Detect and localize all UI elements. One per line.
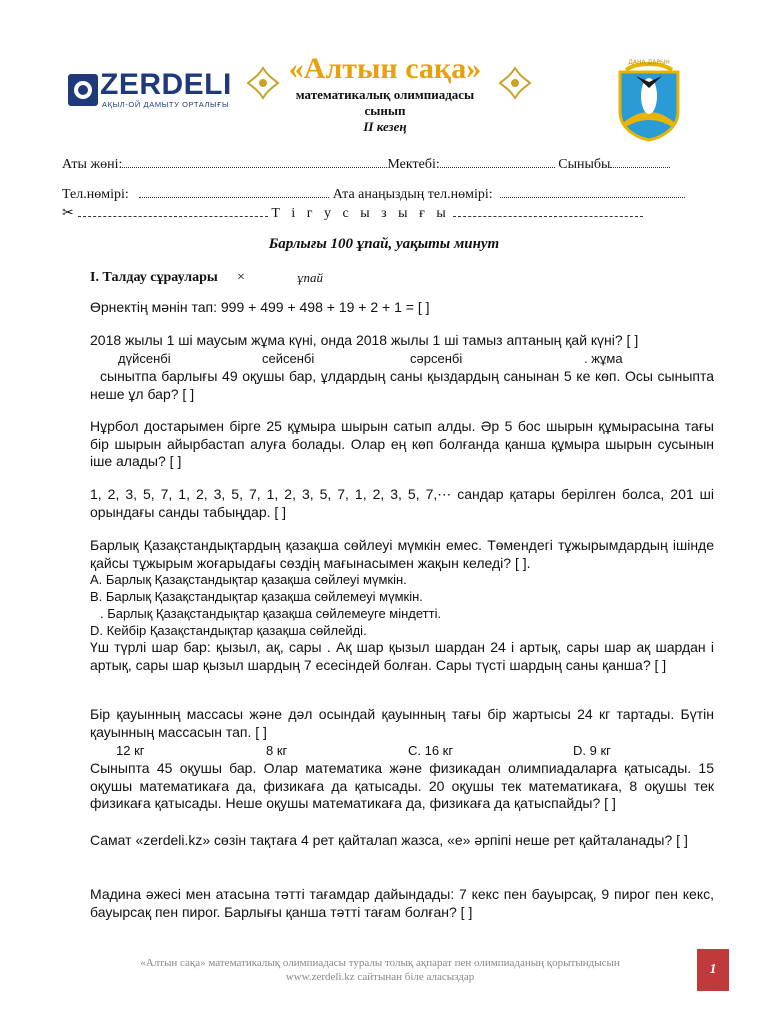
option-wednesday: сәрсенбі <box>410 351 463 366</box>
question-7: Үш түрлі шар бар: қызыл, ақ, сары . Ақ шар қызыл шардан 24 і артық, сары шар ақ шардан і артық, сары шар қызыл шардың 7 есесіндей болған. Сары түсті шардың саны қанша? [ ] <box>90 639 714 673</box>
question-10: Самат «zerdeli.kz» сөзін тақтаға 4 рет қайталап жазса, «е» әрпіпі неше рет қайталанады? [ ] <box>90 832 688 848</box>
section-title: I. Талдау сұраулары <box>90 270 218 285</box>
cut-text: Т і г у с ы з ы ғ ы <box>271 206 450 221</box>
parent-phone-field[interactable] <box>500 185 685 198</box>
q6-option-b: B. Барлық Қазақстандықтар қазақша сөйлемеуі мүмкін. <box>90 589 423 604</box>
grade-label: сынып <box>364 103 406 118</box>
name-field[interactable] <box>122 155 387 168</box>
exam-heading: Барлығы 100 ұпай, уақыты минут <box>268 236 500 252</box>
olympiad-subtitle: математикалық олимпиадасы <box>295 87 475 102</box>
phone-field[interactable] <box>139 185 329 198</box>
q8-option-b: 8 кг <box>266 743 288 758</box>
school-field[interactable] <box>440 155 555 168</box>
dana-daryn-emblem-icon <box>614 52 684 142</box>
zerdeli-mark-icon <box>66 70 100 110</box>
question-2: 2018 жылы 1 ші маусым жұма күні, онда 2018 жылы 1 ші тамыз аптаның қай күні? [ ] <box>90 332 639 348</box>
question-3: сынытпа барлығы 49 оқушы бар, ұлдардың саны қыздардың санынан 5 ке көп. Осы сыныпта неше ұл бар? [ ] <box>90 368 714 402</box>
question-4: Нұрбол достарымен бірге 25 құмыра шырын сатып алды. Әр 5 бос шырын құмырасына тағы бір шырын айырбастап алуға болады. Олар ең көп болғанда қанша құмыра шырын сусынын іше алады? [ ] <box>90 418 714 469</box>
footer <box>70 956 690 984</box>
q8-option-d: D. 9 кг <box>573 743 611 758</box>
logo-subtitle: АҚЫЛ-ОЙ ДАМЫТУ ОРТАЛЫҒЫ <box>102 100 230 109</box>
parent-phone-label: Ата анаңыздың тел.нөмірі: <box>332 187 493 202</box>
question-9: Сыныпта 45 оқушы бар. Олар математика және физикадан олимпиадаларға қатысады. 15 оқушы математикаға да, физикаға да қатысады. 20 оқушы тек математикаға, 8 оқушы тек физикаға қатысады. Неше оқушы математикаға да, физикаға да қатыспайды? [ ] <box>90 760 714 811</box>
cut-line <box>62 205 702 222</box>
section-points: ұпай <box>297 270 323 285</box>
page-number: 1 <box>697 949 729 991</box>
name-row <box>62 155 670 173</box>
q6-option-c: . Барлық Қазақстандықтар қазақша сөйлемеуге міндетті. <box>100 606 442 621</box>
school-label: Мектебі: <box>387 157 440 172</box>
stage-label: II кезең <box>363 119 407 134</box>
emblem-text: ДАНА ДАРЫН <box>628 59 670 66</box>
option-friday: . жұма <box>584 351 623 366</box>
footer-line-1: «Алтын сақа» математикалық олимпиадасы туралы толық ақпарат пен олимпиаданың қорытындысын <box>140 957 620 969</box>
question-5: 1, 2, 3, 5, 7, 1, 2, 3, 5, 7, 1, 2, 3, 5, 7, 1, 2, 3, 5, 7,⋯ сандар қатары берілген болса, 201 ші орындағы санды табыңдар. [ ] <box>90 486 714 520</box>
scissors-icon: ✂ <box>62 206 74 221</box>
question-8: Бір қауынның массасы және дәл осындай қауынның тағы бір жартысы 24 кг тартады. Бүтін қауынның массасын тап. [ ] <box>90 706 714 740</box>
olympiad-title: «Алтын сақа» <box>288 52 482 85</box>
option-tuesday: сейсенбі <box>262 351 315 366</box>
q6-option-a: A. Барлық Қазақстандықтар қазақша сөйлеуі мүмкін. <box>90 572 407 587</box>
class-field[interactable] <box>610 155 670 168</box>
q8-option-a: 12 кг <box>116 743 145 758</box>
q6-option-d: D. Кейбір Қазақстандықтар қазақша сөйлейді. <box>90 623 367 638</box>
question-1: Өрнектің мәнін тап: 999 + 499 + 498 + 19 + 2 + 1 = [ ] <box>90 299 430 315</box>
q8-option-c: C. 16 кг <box>408 743 454 758</box>
logo-text: ZERDELI <box>100 68 232 101</box>
phone-label: Тел.нөмірі: <box>62 187 129 202</box>
class-label: Сыныбы <box>558 157 611 172</box>
footer-line-2: www.zerdeli.kz сайтынан біле аласыздар <box>285 971 475 983</box>
question-11: Мадина әжесі мен атасына тәтті тағамдар дайындады: 7 кекс пен бауырсақ, 9 пирог пен кекс, бауырсақ пен пирог. Барлығы қанша тәтті тағам болған? [ ] <box>90 886 714 920</box>
section-multiplier: × <box>237 270 245 285</box>
option-monday: дүйсенбі <box>118 351 171 366</box>
question-6: Барлық Қазақстандықтардың қазақша сөйлеуі мүмкін емес. Төмендегі тұжырымдардың ішінде қайсы тұжырым жоғарыдағы сөздің мағынасымен жақын келеді? [ ]. <box>90 537 714 571</box>
phone-row <box>62 185 685 203</box>
zerdeli-logo <box>66 70 244 110</box>
name-label: Аты жөні: <box>62 157 123 172</box>
